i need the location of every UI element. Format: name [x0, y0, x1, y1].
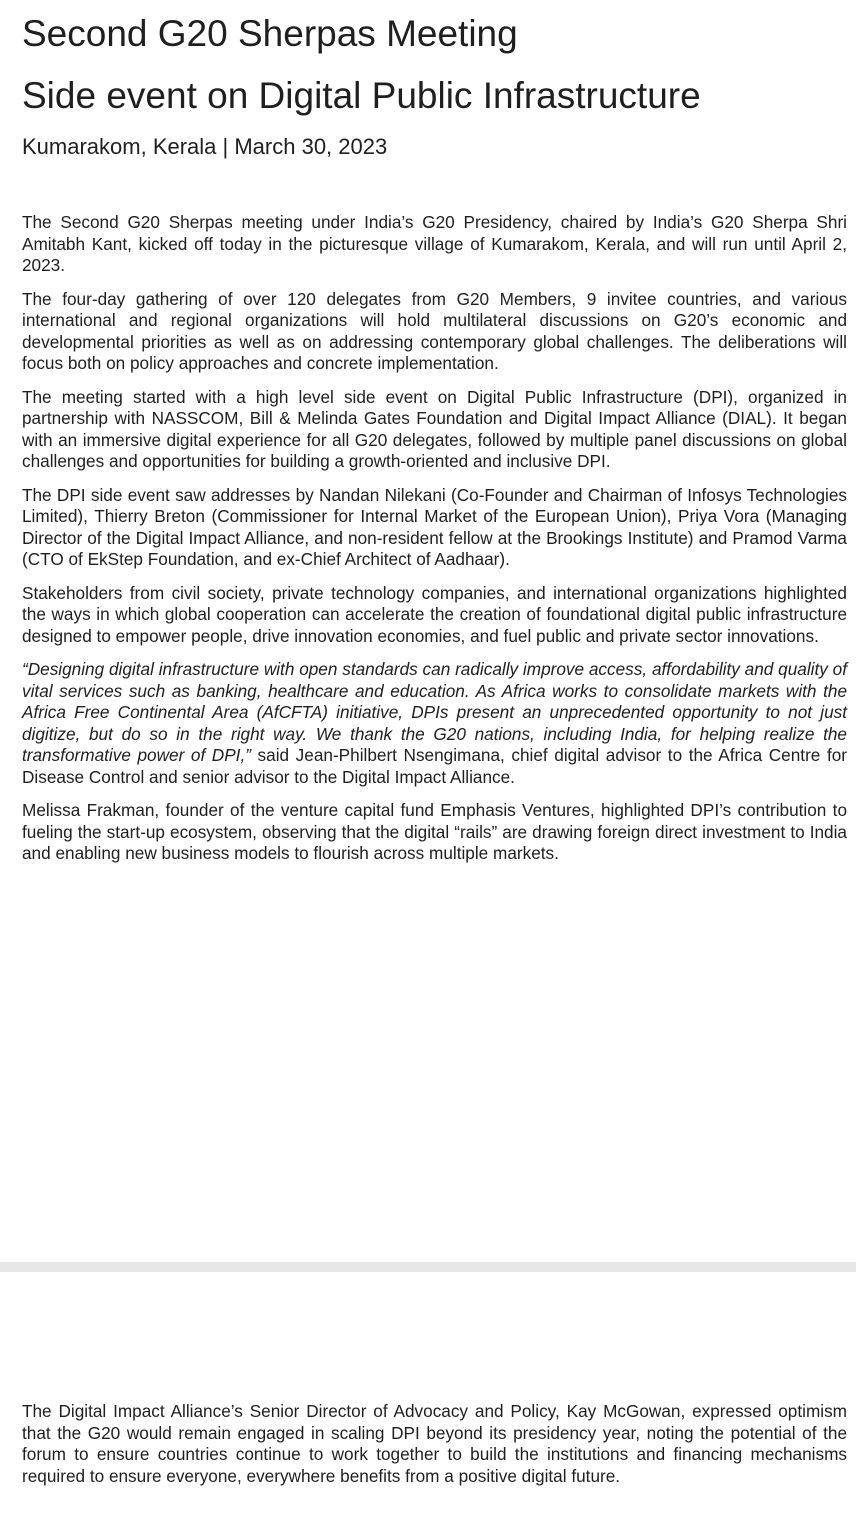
article-body [22, 212, 847, 877]
paragraph: Melissa Frakman, founder of the venture capital fund Emphasis Ventures, highlighted DPI’s contribution to fueling the start-up ecosystem, observing that the digital “rails” are drawing foreign direct investment to India and enabling new business models to flourish across multiple markets. [22, 800, 847, 863]
dateline: Kumarakom, Kerala | March 30, 2023 [22, 134, 388, 159]
quote-attribution: said Jean-Philbert Nsengimana, chief digital advisor to the Africa Centre for Disease Control and senior advisor to the Digital Impact Alliance. [22, 745, 848, 787]
page-title: Second G20 Sherpas Meeting [22, 13, 518, 54]
quote-text: “Designing digital infrastructure with open standards can radically improve access, affordability and quality of vital services such as banking, healthcare and education. As Africa works to consolidate markets with the Africa Free Continental Area (AfCFTA) initiative, DPIs present an unprecedented opportunity to not just digitize, but do so in the right way. We thank the G20 nations, including India, for helping realize the transformative power of DPI,” [22, 659, 847, 765]
article-body-continued [22, 1401, 847, 1499]
paragraph: The DPI side event saw addresses by Nandan Nilekani (Co-Founder and Chairman of Infosys Technologies Limited), Thierry Breton (Commissioner for Internal Market of the European Union), Priya Vora (Managing Director of the Digital Impact Alliance, and non-resident fellow at the Brookings Institute) and Pramod Varma (CTO of EkStep Foundation, and ex-Chief Architect of Aadhaar). [22, 484, 847, 569]
paragraph: Stakeholders from civil society, private technology companies, and international organizations highlighted the ways in which global cooperation can accelerate the creation of foundational digital public infrastructure designed to empower people, drive innovation economies, and fuel public and private sector innovations. [22, 582, 847, 646]
document-page-2 [0, 1272, 856, 1535]
quote-paragraph [22, 659, 847, 788]
paragraph: The meeting started with a high level side event on Digital Public Infrastructure (DPI), organized in partnership with NASSCOM, Bill & Melinda Gates Foundation and Digital Impact Alliance (DIAL). It began with an immersive digital experience for all G20 delegates, followed by multiple panel discussions on global challenges and opportunities for building a growth-oriented and inclusive DPI. [22, 386, 847, 471]
paragraph: The four-day gathering of over 120 delegates from G20 Members, 9 invitee countries, and various international and regional organizations will hold multilateral discussions on G20’s economic and developmental priorities as well as on addressing contemporary global challenges. The deliberations will focus both on policy approaches and concrete implementation. [22, 288, 847, 373]
paragraph: The Digital Impact Alliance’s Senior Director of Advocacy and Policy, Kay McGowan, expressed optimism that the G20 would remain engaged in scaling DPI beyond its presidency year, noting the potential of the forum to ensure countries continue to work together to build the institutions and financing mechanisms required to ensure everyone, everywhere benefits from a positive digital future. [22, 1401, 847, 1486]
page-subtitle: Side event on Digital Public Infrastructure [22, 75, 701, 116]
paragraph: The Second G20 Sherpas meeting under India’s G20 Presidency, chaired by India’s G20 Sherpa Shri Amitabh Kant, kicked off today in the picturesque village of Kumarakom, Kerala, and will run until April 2, 2023. [22, 212, 847, 275]
page-separator [0, 1262, 856, 1272]
